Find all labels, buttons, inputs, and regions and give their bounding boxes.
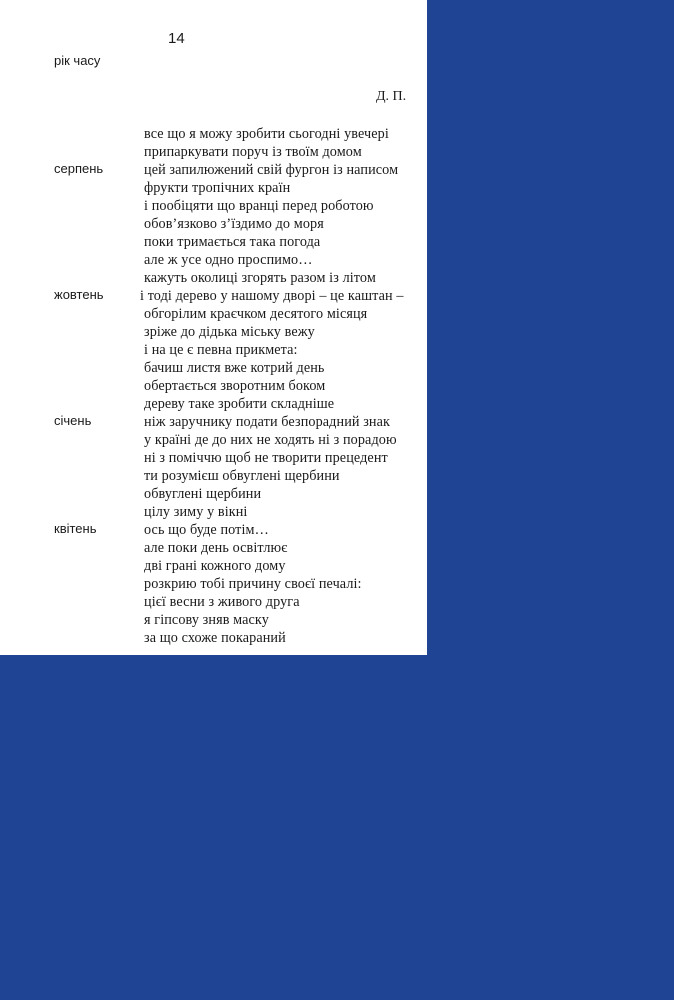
poem-line: цієї весни з живого друга xyxy=(144,594,300,610)
poem-line: кажуть околиці згорять разом із літом xyxy=(144,270,376,286)
poem-line: і тоді дерево у нашому дворі – це каштан – xyxy=(140,288,404,304)
poem-line: і на це є певна прикмета: xyxy=(144,342,298,358)
poem-line: поки тримається така погода xyxy=(144,234,321,250)
month-label-april: квітень xyxy=(54,521,97,536)
poem-line: обов’язково з’їздимо до моря xyxy=(144,216,324,232)
poem-line: і пообіцяти що вранці перед роботою xyxy=(144,198,374,214)
poem-line: все що я можу зробити сьогодні увечері xyxy=(144,126,389,142)
month-label-august: серпень xyxy=(54,161,104,176)
poem-line: ти розумієш обвуглені щербини xyxy=(144,468,340,484)
section-title: рік часу xyxy=(54,53,101,68)
month-label-january: січень xyxy=(54,413,92,428)
poem-line: зріже до дідька міську вежу xyxy=(144,324,315,340)
poem-line: фрукти тропічних країн xyxy=(144,180,291,196)
poem-line: за що схоже покараний xyxy=(144,630,286,646)
poem-line: але ж усе одно проспимо… xyxy=(144,252,313,268)
poem-line: я гіпсову зняв маску xyxy=(144,612,269,628)
poem-line: ні з поміччю щоб не творити прецедент xyxy=(144,450,388,466)
poem-line: припаркувати поруч із твоїм домом xyxy=(144,144,362,160)
poem-line: цілу зиму у вікні xyxy=(144,504,248,520)
poem-line: ніж заручнику подати безпорадний знак xyxy=(144,414,391,430)
poem-line: обертається зворотним боком xyxy=(144,378,326,394)
month-label-october: жовтень xyxy=(54,287,104,302)
page-number: 14 xyxy=(168,30,185,47)
poem-line: цей запилюжений свій фургон із написом xyxy=(144,162,399,178)
poem-text xyxy=(140,125,424,647)
author-initials: Д. П. xyxy=(376,89,407,104)
poem-line: розкрию тобі причину своєї печалі: xyxy=(144,576,362,592)
poem-line: обгорілим краєчком десятого місяця xyxy=(144,306,368,322)
poem-line: обвуглені щербини xyxy=(144,486,262,502)
poem-line: але поки день освітлює xyxy=(144,540,288,556)
poem-line: у країні де до них не ходять ні з порадою xyxy=(144,432,397,448)
book-page xyxy=(0,0,427,655)
poem-line: дві грані кожного дому xyxy=(144,558,286,574)
poem-line: бачиш листя вже котрий день xyxy=(144,360,325,376)
poem-line: ось що буде потім… xyxy=(144,522,269,538)
poem-line: дереву таке зробити складніше xyxy=(144,396,335,412)
